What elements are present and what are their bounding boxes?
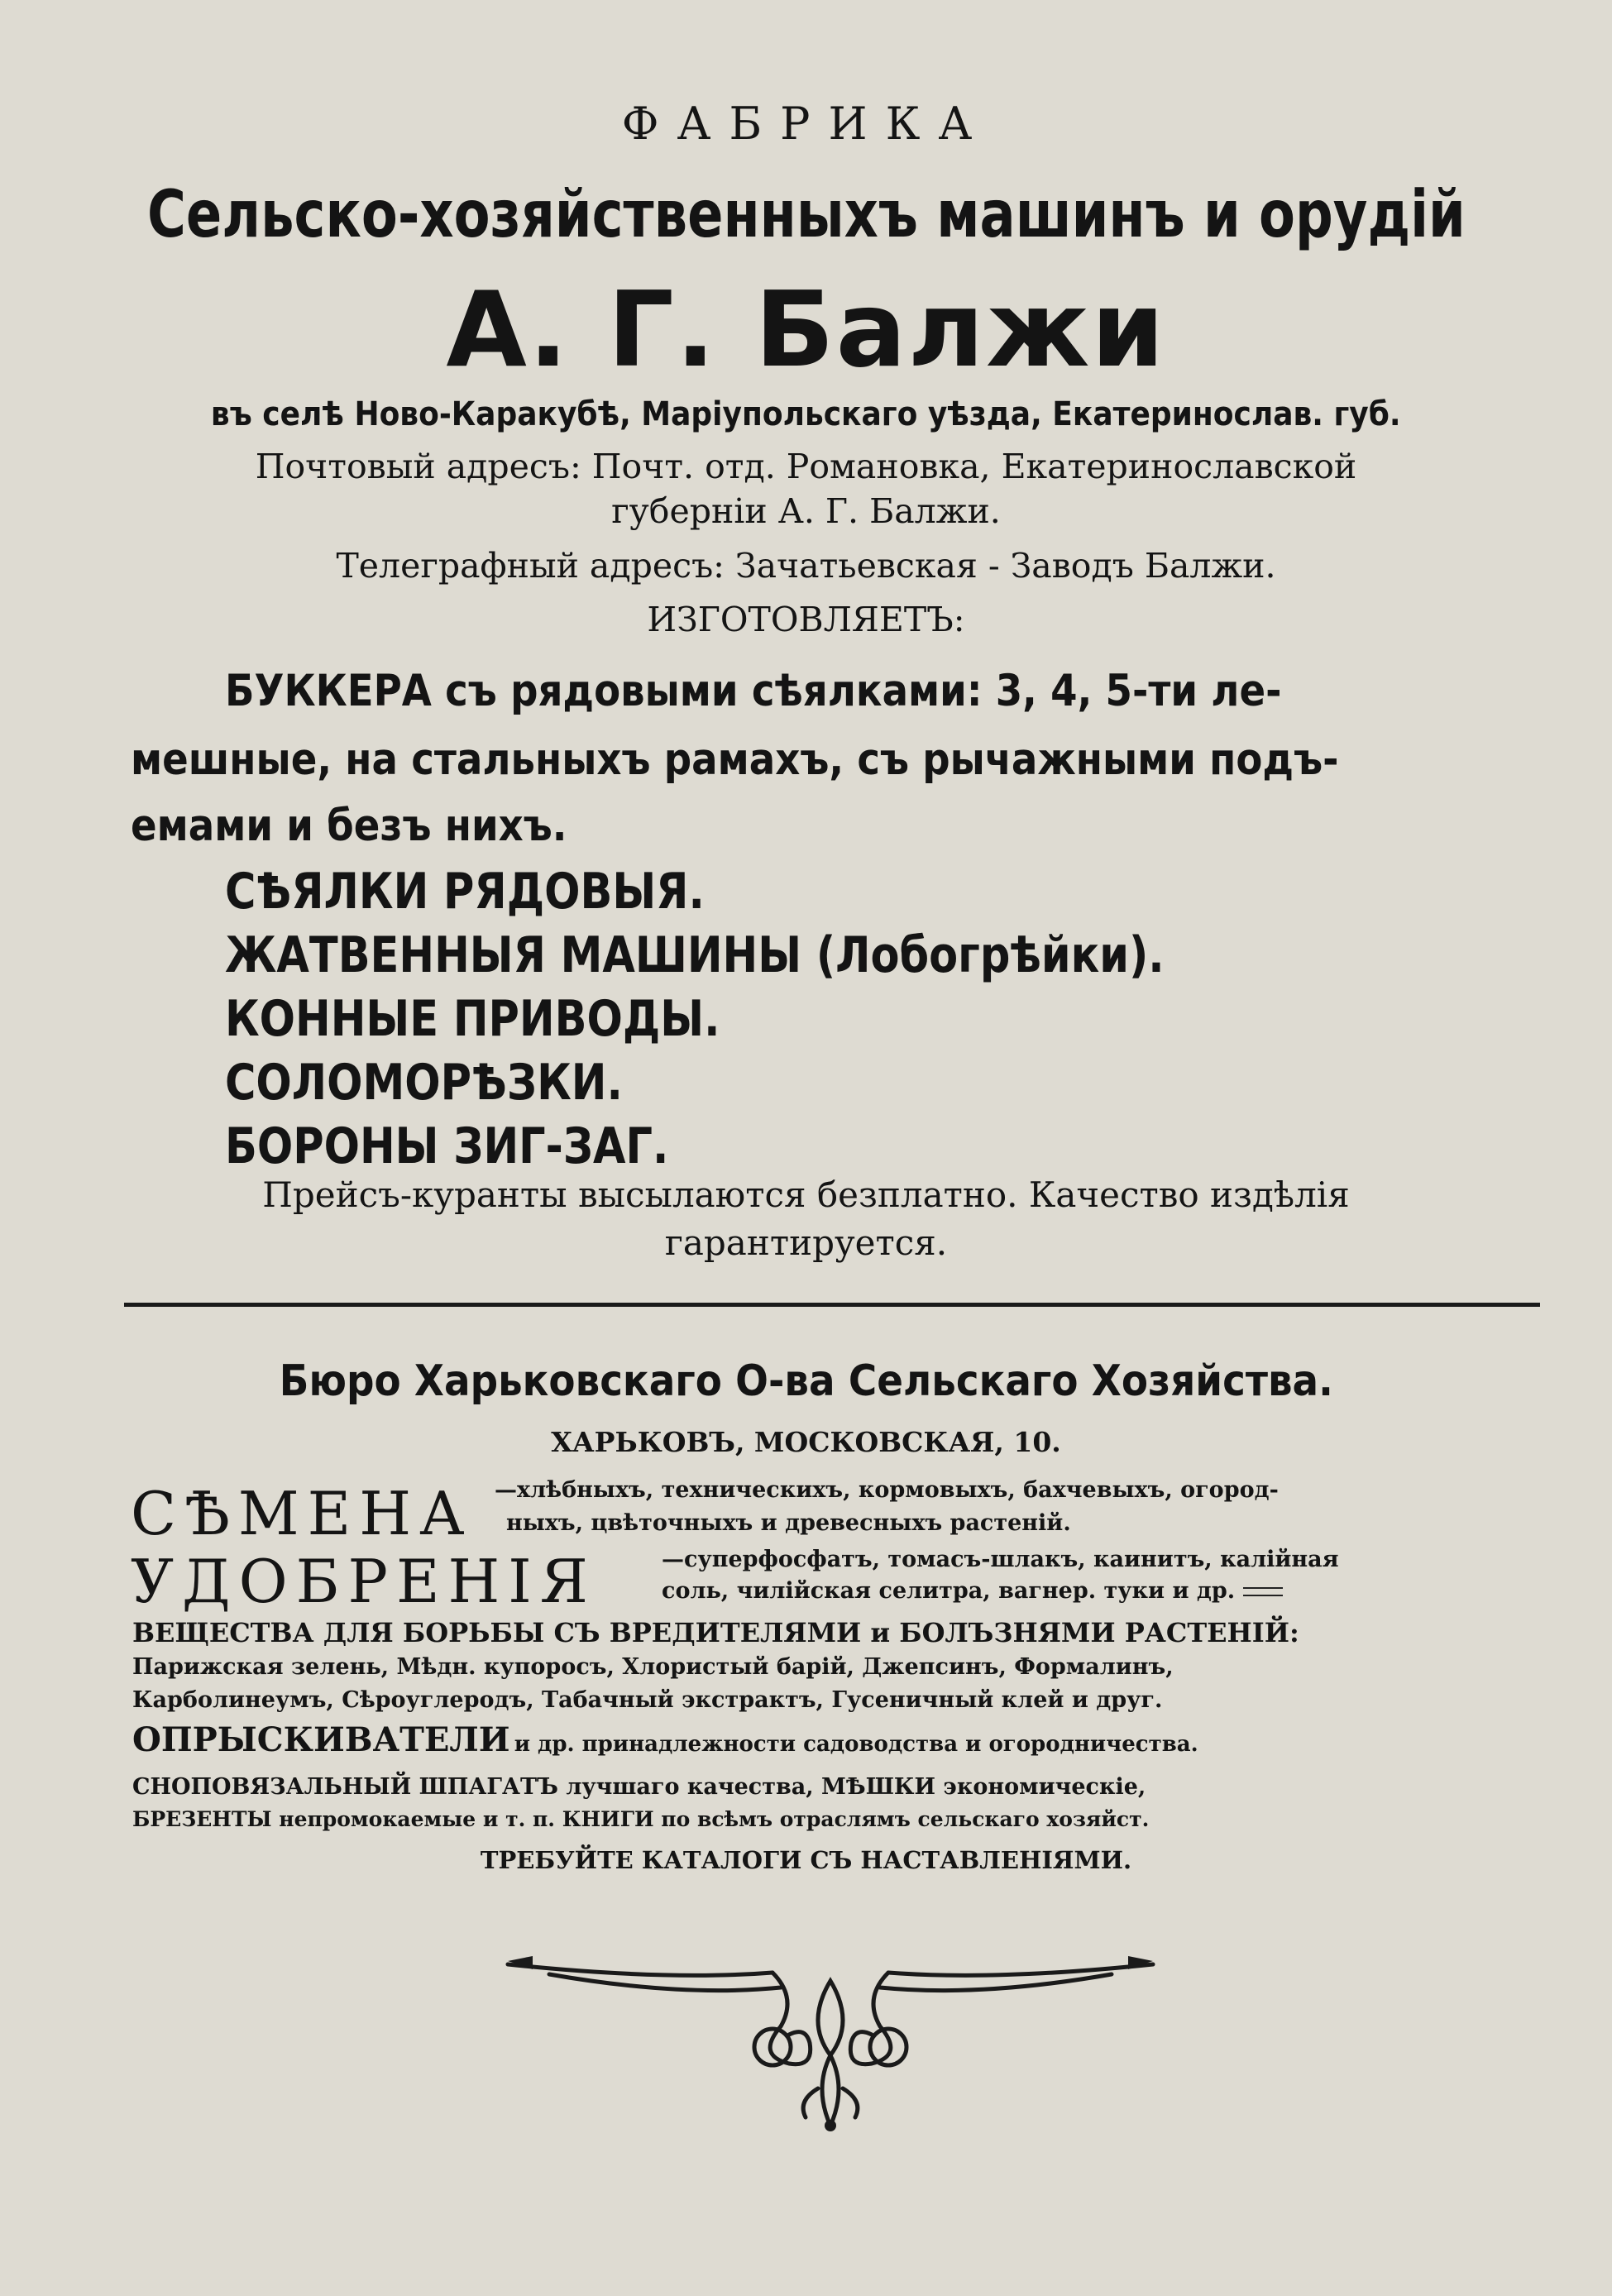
semena-word: СѢМЕНА [131, 1479, 473, 1548]
bureau-address: ХАРЬКОВЪ, МОСКОВСКАЯ, 10. [551, 1426, 1061, 1458]
udobrenia-line2: соль, чилійская селитра, вагнер. туки и др. [662, 1578, 1236, 1604]
sprayers-word: ОПРЫСКИВАТЕЛИ [132, 1720, 510, 1759]
telegraph-address: Телеграфный адресъ: Зачатьевская - Заводъ Балжи. [336, 546, 1276, 586]
scroll-ornament-icon [500, 1948, 1161, 2138]
price-list-note: Прейсъ-куранты высылаются безплатно. Качество издѣлія [262, 1174, 1350, 1215]
bukkera-line2: мешные, на стальныхъ рамахъ, съ рычажными подъ- [131, 734, 1339, 785]
twine-line: СНОПОВЯЗАЛЬНЫЙ ШПАГАТЪ лучшаго качества, МѢШКИ экономическіе, [132, 1774, 1146, 1800]
tarps-line: БРЕЗЕНТЫ непромокаемые и т. п. КНИГИ по всѣмъ отраслямъ сельскаго хозяйст. [132, 1807, 1150, 1831]
product-item: ЖАТВЕННЫЯ МАШИНЫ (Лобогрѣйки). [225, 926, 1165, 984]
catalog-line: ТРЕБУЙТЕ КАТАЛОГИ СЪ НАСТАВЛЕНІЯМИ. [480, 1846, 1132, 1874]
udobrenia-line2-wrap [662, 1578, 1283, 1604]
quality-note: гарантируется. [664, 1222, 948, 1263]
udobrenia-word: УДОБРЕНІЯ [131, 1547, 596, 1616]
product-item: КОННЫЕ ПРИВОДЫ. [225, 990, 720, 1048]
factory-subtitle-wrap [0, 178, 1612, 269]
bukkera-line1: БУККЕРА съ рядовыми сѣялками: 3, 4, 5-ти ле- [225, 666, 1282, 716]
bukkera-line3: емами и безъ нихъ. [131, 801, 567, 851]
double-rule-icon [1243, 1587, 1283, 1596]
pests-heading: ВЕЩЕСТВА ДЛЯ БОРЬБЫ СЪ ВРЕДИТЕЛЯМИ и БОЛЪЗНЯМИ РАСТЕНІЙ: [132, 1617, 1299, 1648]
sprayers-line [132, 1720, 1198, 1759]
factory-label: ФАБРИКА [621, 98, 991, 150]
semena-line1: —хлѣбныхъ, техническихъ, кормовыхъ, бахчевыхъ, огород- [495, 1477, 1279, 1503]
bureau-title: Бюро Харьковскаго О-ва Сельскаго Хозяйства. [279, 1356, 1333, 1406]
pests-line2: Карболинеумъ, Сѣроуглеродъ, Табачный экстрактъ, Гусеничный клей и друг. [132, 1687, 1163, 1713]
produces-heading: ИЗГОТОВЛЯЕТЪ: [647, 600, 965, 639]
factory-location-wrap [0, 395, 1612, 433]
postal-address-line2: губерніи А. Г. Балжи. [611, 491, 1001, 531]
factory-location: въ селѣ Ново-Каракубѣ, Маріупольскаго уѣзда, Екатеринослав. губ. [211, 395, 1401, 433]
semena-line2: ныхъ, цвѣточныхъ и древесныхъ растеній. [506, 1510, 1071, 1536]
bureau-title-wrap [0, 1356, 1612, 1406]
udobrenia-line1: —суперфосфатъ, томасъ-шлакъ, каинитъ, калійная [662, 1547, 1339, 1572]
postal-address-line1: Почтовый адресъ: Почт. отд. Романовка, Екатеринославской [255, 447, 1357, 486]
product-item: СѢЯЛКИ РЯДОВЫЯ. [225, 863, 705, 921]
sprayers-rest: и др. принадлежности садоводства и огородничества. [514, 1732, 1198, 1757]
factory-owner: А. Г. Балжи [446, 269, 1166, 390]
product-item: БОРОНЫ ЗИГ-ЗАГ. [225, 1117, 669, 1175]
section-divider [124, 1303, 1540, 1307]
product-item: СОЛОМОРѢЗКИ. [225, 1054, 623, 1112]
factory-subtitle: Сельско-хозяйственныхъ машинъ и орудій [146, 178, 1466, 252]
pests-line1: Парижская зелень, Мѣдн. купоросъ, Хлористый барій, Джепсинъ, Формалинъ, [132, 1654, 1174, 1680]
